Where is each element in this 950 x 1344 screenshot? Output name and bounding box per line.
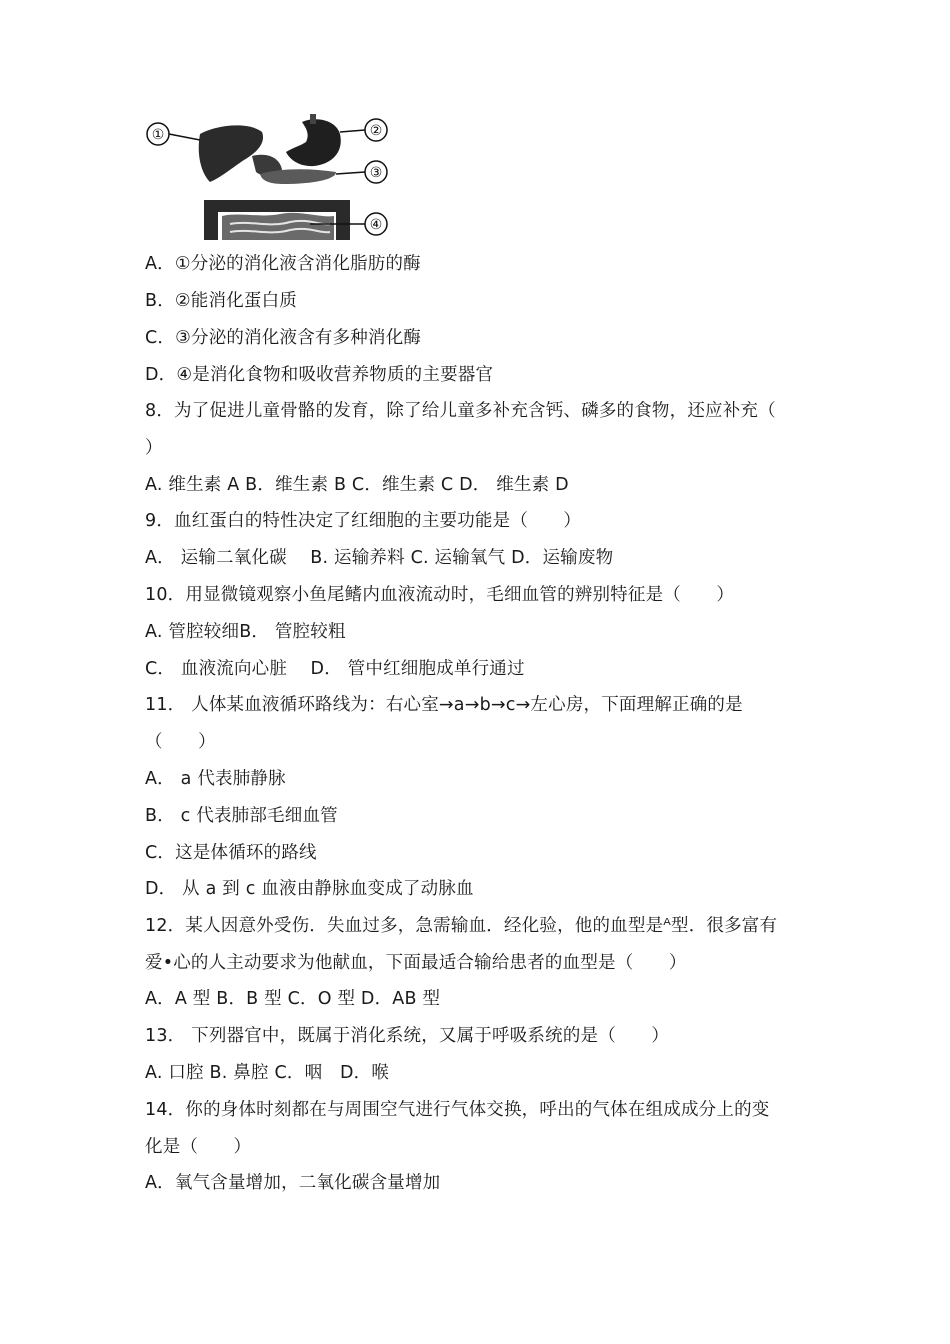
- q12-stem: 12．某人因意外受伤．失血过多，急需输血．经化验，他的血型是ᴬ型．很多富有: [145, 916, 778, 936]
- stomach-shape: [286, 119, 341, 166]
- liver-shape: [199, 125, 263, 182]
- label-4: ④: [369, 217, 383, 233]
- q11-stem: 11． 人体某血液循环路线为：右心室→a→b→c→左心房，下面理解正确的是: [145, 695, 743, 715]
- q12-stem-cont: 爱•心的人主动要求为他献血，下面最适合输给患者的血型是（ ）: [145, 953, 687, 973]
- q11-stem-cont: （ ）: [145, 732, 216, 752]
- q7-option-c: C．③分泌的消化液含有多种消化酶: [145, 328, 422, 348]
- pancreas-shape: [260, 169, 336, 184]
- q8-stem-cont: ）: [145, 438, 163, 458]
- q7-option-d: D．④是消化食物和吸收营养物质的主要器官: [145, 365, 494, 385]
- q14-stem-cont: 化是（ ）: [145, 1137, 252, 1157]
- q10-options-ab: A. 管腔较细B． 管腔较粗: [145, 622, 346, 642]
- q12-options: A．A 型 B．B 型 C．O 型 D．AB 型: [145, 989, 441, 1009]
- q11-option-b: B． c 代表肺部毛细血管: [145, 806, 338, 826]
- q9-options: A． 运输二氧化碳 B. 运输养料 C. 运输氧气 D．运输废物: [145, 548, 614, 568]
- label-3: ③: [369, 165, 383, 181]
- q11-option-c: C．这是体循环的路线: [145, 843, 317, 863]
- q14-stem: 14．你的身体时刻都在与周围空气进行气体交换，呼出的气体在组成成分上的变: [145, 1100, 770, 1120]
- q7-option-a: A．①分泌的消化液含消化脂肪的酶: [145, 254, 421, 274]
- q11-option-d: D． 从 a 到 c 血液由静脉血变成了动脉血: [145, 879, 474, 899]
- q10-stem: 10．用显微镜观察小鱼尾鳍内血液流动时，毛细血管的辨别特征是（ ）: [145, 585, 735, 605]
- q9-stem: 9．血红蛋白的特性决定了红细胞的主要功能是（ ）: [145, 511, 582, 531]
- q8-stem: 8．为了促进儿童骨骼的发育，除了给儿童多补充含钙、磷多的食物，还应补充（: [145, 401, 776, 421]
- label-2: ②: [369, 123, 383, 139]
- esophagus-shape: [310, 114, 316, 124]
- q11-option-a: A． a 代表肺静脉: [145, 769, 286, 789]
- label-1: ①: [151, 127, 165, 143]
- q7-option-b: B．②能消化蛋白质: [145, 291, 297, 311]
- digestive-system-diagram: [140, 112, 395, 240]
- q8-options: A. 维生素 A B．维生素 B C．维生素 C D． 维生素 D: [145, 475, 569, 495]
- small-intestine-shape: [222, 213, 334, 240]
- q14-option-a: A．氧气含量增加，二氧化碳含量增加: [145, 1173, 441, 1193]
- q13-stem: 13． 下列器官中，既属于消化系统，又属于呼吸系统的是（ ）: [145, 1026, 670, 1046]
- q10-options-cd: C． 血液流向心脏 D． 管中红细胞成单行通过: [145, 659, 525, 679]
- q13-options: A. 口腔 B. 鼻腔 C．咽 D．喉: [145, 1063, 390, 1083]
